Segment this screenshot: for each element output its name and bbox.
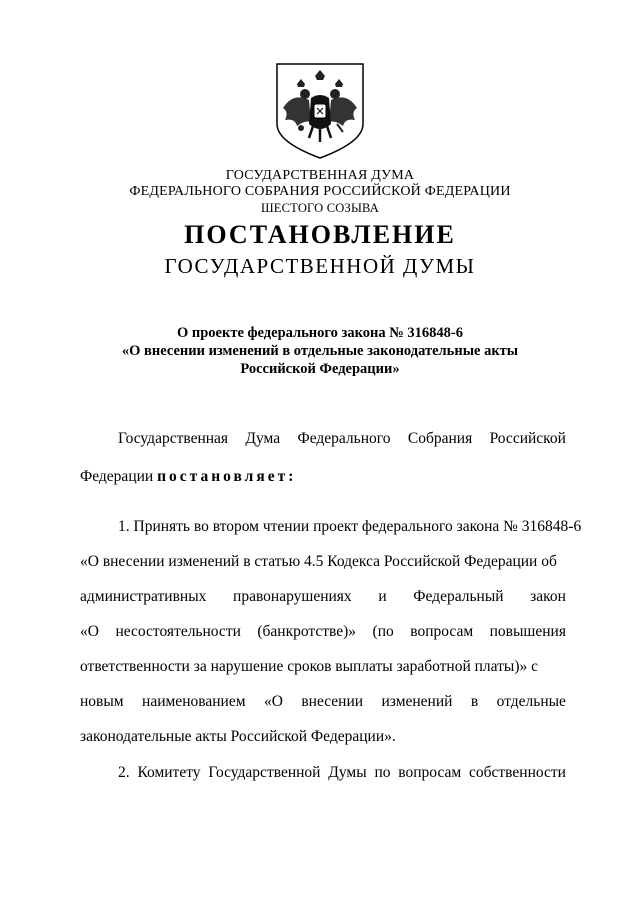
subject-line-2: «О внесении изменений в отдельные законодательные акты [121, 343, 519, 359]
word: по [374, 764, 391, 781]
header-line-assembly: ФЕДЕРАЛЬНОГО СОБРАНИЯ РОССИЙСКОЙ ФЕДЕРАЦИИ [129, 184, 511, 199]
paragraph1-line-5: ответственности за нарушение сроков выплаты заработной платы)» с [80, 658, 538, 675]
word: несостоятельности [115, 623, 241, 640]
preamble-decree-word: постановляет: [157, 468, 297, 485]
word: отдельные [496, 693, 566, 710]
word: административных [80, 588, 207, 605]
word: «О [80, 623, 99, 640]
word: вопросам [410, 623, 474, 640]
subject-line-3: Российской Федерации» [240, 361, 400, 377]
preamble-word: Государственная [118, 430, 229, 447]
word: (по [372, 623, 394, 640]
word: наименованием [142, 693, 246, 710]
paragraph1-line-3 [80, 588, 566, 606]
preamble-line-1 [118, 430, 566, 448]
header-line-convocation: ШЕСТОГО СОЗЫВА [260, 201, 380, 215]
paragraph1-line-7: законодательные акты Российской Федерации». [80, 728, 396, 745]
word: Думы [328, 764, 367, 781]
paragraph2-line-1 [118, 764, 566, 782]
word: (банкротстве)» [257, 623, 357, 640]
word: и [378, 588, 387, 605]
word: Федеральный [413, 588, 504, 605]
paragraph1-line-6 [80, 693, 566, 711]
subject-line-1: О проекте федерального закона № 316848-6 [176, 325, 464, 341]
preamble-line-2 [80, 468, 566, 486]
preamble-word: Российской [489, 430, 566, 447]
double-headed-eagle-icon [275, 62, 365, 160]
word: внесении [301, 693, 364, 710]
document-subtitle: ГОСУДАРСТВЕННОЙ ДУМЫ [164, 254, 476, 278]
word: изменений [381, 693, 453, 710]
paragraph1-line-4 [80, 623, 566, 641]
preamble-word: Собрания [407, 430, 473, 447]
word: закон [530, 588, 566, 605]
word: новым [80, 693, 124, 710]
document-title: ПОСТАНОВЛЕНИЕ [184, 220, 456, 249]
preamble-word: Федерального [297, 430, 391, 447]
word: 2. [118, 764, 130, 781]
word: Государственной [208, 764, 321, 781]
preamble-start: Федерации [80, 468, 154, 485]
header-line-duma: ГОСУДАРСТВЕННАЯ ДУМА [225, 168, 415, 183]
word: правонарушениях [233, 588, 352, 605]
word: в [470, 693, 479, 710]
paragraph1-line-2: «О внесении изменений в статью 4.5 Кодекса Российской Федерации об [80, 553, 557, 570]
paragraph1-line-1: 1. Принять во втором чтении проект федерального закона № 316848-6 [118, 518, 582, 535]
word: Комитету [137, 764, 201, 781]
preamble-word: Дума [245, 430, 281, 447]
word: «О [263, 693, 283, 710]
word: повышения [489, 623, 566, 640]
state-emblem [275, 62, 365, 160]
word: собственности [469, 764, 566, 781]
word: вопросам [398, 764, 462, 781]
